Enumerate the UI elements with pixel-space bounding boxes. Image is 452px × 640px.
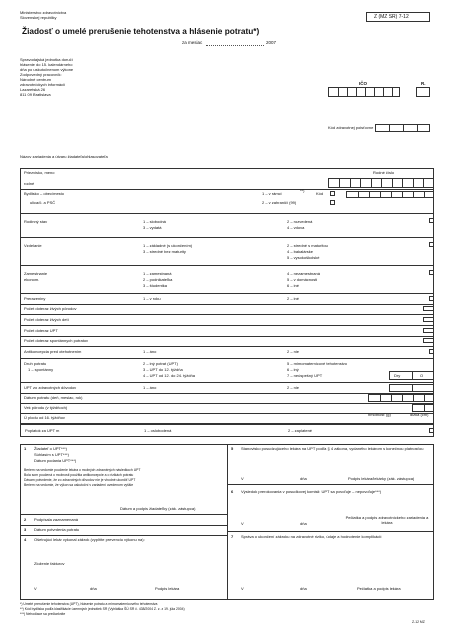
- s1-text: Beriem na vedomie poučenie lekára o možných zdravotných následkoch UPT: [24, 468, 141, 472]
- dry-label: Dry: [394, 373, 401, 378]
- footnote: *) Umelé prerušenie tehotenstva (UPT), hlásenie potratu a mimomaternicového tehotenstva: [20, 602, 158, 606]
- employment-option: 2 – podnikateľka: [143, 277, 173, 282]
- upt-date-label: Dátum potratu (deň, mesiac, rok): [24, 395, 83, 400]
- s5-v: V: [241, 476, 244, 481]
- footnote: **) Kód bydliska podľa klasifikácie územných jednotiek SR (Vyhláška ŠÚ SR č. 438/2004 Z. z. z 19. júla 2004): [20, 607, 185, 611]
- prev-upt-field[interactable]: [423, 328, 434, 333]
- prev-spont-field[interactable]: [423, 338, 434, 343]
- footmark: **): [300, 188, 305, 193]
- s5-sign: Podpis lekára/lekárky (zák. zástupca): [348, 476, 415, 481]
- employment-sub-label: ekonom.: [24, 277, 40, 282]
- pregnancy-option: 1 – v roku: [143, 296, 161, 301]
- fee-row: [20, 424, 434, 437]
- kind-option: 3 – UPT do 12. týždňa: [143, 367, 183, 372]
- marital-option: 1 – slobodná: [143, 219, 166, 224]
- s4-dna: dňa: [90, 586, 97, 591]
- s2-label: Podpísala zaznamenaná: [34, 517, 79, 522]
- kod-label-row: Kód: [316, 191, 324, 196]
- contraception-label: Antikoncepcia pred otehotnením: [24, 349, 82, 354]
- education-label: Vzdelanie: [24, 243, 42, 248]
- weight-label: Ú plodu od 16. týždňov: [24, 415, 65, 420]
- residence-checkbox-1[interactable]: [330, 191, 335, 196]
- marital-option: 3 – vydatá: [143, 225, 162, 230]
- footnote: ***) Nehodiace sa prečiarknite: [20, 612, 66, 616]
- education-option: 4 – bakalárske: [287, 249, 314, 254]
- s6-number: 6: [231, 489, 234, 494]
- prev-children-label: Počet doteraz živých detí: [24, 317, 69, 322]
- education-option: 3 – stredné bez maturity: [143, 249, 186, 254]
- education-option: 1 – základné (s ukončením): [143, 243, 193, 248]
- birth-number-label: Rodné číslo: [373, 170, 395, 175]
- instruction-line: Zodpovedný pracovník:: [20, 72, 62, 77]
- pregnancy-label: Prerazeniny: [24, 296, 46, 301]
- employment-label: Zamestnanie: [24, 271, 48, 276]
- prev-children-field[interactable]: [423, 317, 434, 322]
- kod-label: Kód zdravotnej poisťovne: [328, 125, 374, 130]
- marital-option: 4 – vdova: [287, 225, 305, 230]
- residence-checkbox-2[interactable]: [330, 200, 335, 205]
- fee-option: 1 – oslobodená: [144, 428, 172, 433]
- s1-text: Beriem na vedomie, že výkon sa uskutoční v zariadení uvedenom vyššie: [24, 483, 134, 487]
- s3-label: Dátum potvrdenia potratu: [34, 527, 80, 532]
- residence-label: Bydlisko – obec/mesto: [24, 191, 65, 196]
- year: 2007: [266, 40, 277, 45]
- r-field[interactable]: [416, 81, 430, 97]
- employment-option: 6 – iné: [287, 283, 300, 288]
- prev-births-label: Počet doteraz živých pôrodov: [24, 306, 77, 311]
- kind-option: 2 – iný potrat (UPT): [143, 361, 178, 366]
- employment-option: 5 – v domácnosti: [287, 277, 318, 282]
- instruction-line: Lazaretská 26: [20, 87, 46, 92]
- upt-health-option: 1 – áno: [143, 385, 157, 390]
- page-code: Z-12 MZ: [412, 620, 425, 624]
- ico-field[interactable]: [328, 81, 400, 97]
- s6-v: V: [241, 521, 244, 526]
- marital-label: Rodinný stav: [24, 219, 48, 224]
- s6-label: Výsledok prerokovania v posudkovej komisii: UPT sa povoľuje – nepovoľuje***): [241, 489, 382, 494]
- s4-sub-label: Zloženie fakturov: [34, 561, 65, 566]
- instruction-line: dňa po uskutočnenom výkone: [20, 67, 74, 72]
- age-label: Vek pôrodu (v týždňoch): [24, 405, 68, 410]
- s5-label: Stanovisko posudzujúceho lekára na UPT podľa § 4 zákona, vydaného lekárom s konečnou platnosťou: [241, 446, 424, 451]
- instruction-line: 811 09 Bratislava: [20, 92, 51, 97]
- residence-street-label: ulica/č. a PSČ: [30, 200, 56, 205]
- instruction-line: Spravodajská jednotka doručí: [20, 57, 73, 62]
- pregnancy-option: 2 – iné: [287, 296, 300, 301]
- pregnancy-checkbox[interactable]: [429, 296, 434, 301]
- upt-health-label: UPT zo zdravotných dôvodov: [24, 385, 77, 390]
- s5-dna: dňa: [300, 476, 307, 481]
- page-title: Žiadosť o umelé prerušenie tehotenstva a hlásenie potratu*): [22, 26, 260, 36]
- instruction-line: Národné centrum: [20, 77, 51, 82]
- kind-option: 5 – mimomaternicové tehotenstvo: [287, 361, 348, 366]
- upt-health-field[interactable]: [389, 384, 434, 392]
- employment-option: 4 – nezamestnaná: [287, 271, 320, 276]
- s7-v: V: [241, 586, 244, 591]
- kind-option: 6 – iný: [287, 367, 299, 372]
- s7-sign: Pečiatka a podpis lekára: [357, 586, 401, 591]
- s7-dna: dňa: [300, 586, 307, 591]
- kind-label: Druh potratu: [24, 361, 47, 366]
- s1-text: Dávam potvrdenie, že zo zdravotných dôvodov nie je vhodné ukončiť UPT: [24, 478, 136, 482]
- s1-number: 1: [24, 446, 27, 451]
- contraception-checkbox[interactable]: [429, 349, 434, 354]
- education-option: 2 – stredné s maturitou: [287, 243, 328, 248]
- birth-number-field[interactable]: [328, 178, 434, 188]
- o-label: O: [420, 373, 424, 378]
- s6-dna: dňa: [300, 521, 307, 526]
- fee-checkbox[interactable]: [429, 428, 434, 433]
- period-label: za mesiac: [182, 40, 203, 45]
- form-code-box: [366, 12, 430, 22]
- r-label: R.: [421, 81, 426, 86]
- fee-label: Poplatok za UPT m: [25, 428, 60, 433]
- ministry-line2: Slovenskej republiky: [20, 15, 57, 20]
- s5-number: 5: [231, 446, 234, 451]
- s2-number: 2: [24, 517, 27, 522]
- maiden-label: rodné: [24, 181, 35, 186]
- ico-label: IČO: [359, 81, 368, 86]
- education-checkbox[interactable]: [429, 242, 434, 247]
- residence-option-sr: 1 – v rámci: [262, 191, 282, 196]
- instruction-line: zdravotníckych informácií: [20, 82, 66, 87]
- kind-sub-label: 1 – spontánny: [28, 367, 54, 372]
- prev-upt-label: Počet doteraz UPT: [24, 328, 58, 333]
- s1-signature-label: Dátum a podpis žiadateľky (zák. zástupca): [120, 506, 196, 511]
- ministry-line1: Ministerstvo zdravotníctva: [20, 10, 67, 15]
- kind-option: 4 – UPT od 12. do 24. týždňa: [143, 373, 195, 378]
- upt-health-option: 2 – nie: [287, 385, 300, 390]
- s4-number: 4: [24, 537, 27, 542]
- marital-checkbox[interactable]: [429, 218, 434, 223]
- employment-option: 3 – študentka: [143, 283, 168, 288]
- prev-spont-label: Počet doteraz spontánnych potratov: [24, 338, 89, 343]
- contraception-option: 2 – nie: [287, 349, 300, 354]
- contraception-option: 1 – áno: [143, 349, 157, 354]
- facility-label: Názov zariadenia a útvaru žiadateľa/ohlasovateľa: [20, 154, 108, 159]
- education-option: 5 – vysokoškolské: [287, 255, 320, 260]
- surname-label: Priezvisko, meno: [24, 170, 55, 175]
- s1-title: Žiadateľ o UPT***): [34, 446, 67, 451]
- form-code: Z (MZ SR) 7-12: [374, 14, 409, 20]
- s4-v: V: [34, 586, 37, 591]
- employment-option: 1 – zamestnaná: [143, 271, 172, 276]
- upt-date-field[interactable]: [368, 394, 434, 402]
- residence-code-field[interactable]: [346, 191, 434, 198]
- s1-item: Súhlasím s UPT***): [34, 452, 69, 457]
- s6-sign: Pečiatka a podpis zdravotníckeho zariadenia a lekára: [345, 515, 429, 525]
- instruction-line: hlásenie do 15. kalendárneho: [20, 62, 73, 67]
- s4-sign: Podpis lekára: [155, 586, 180, 591]
- s3-number: 3: [24, 527, 27, 532]
- period-line: [206, 45, 264, 46]
- age-field[interactable]: [412, 404, 434, 412]
- s4-label: Ošetrujúci lekár vykonal zákrok (vyplňte prevenciu výkonu na):: [34, 537, 145, 542]
- prev-births-field[interactable]: [423, 306, 434, 311]
- kind-code-field[interactable]: [389, 371, 434, 380]
- length-label: dĺžka (cm): [410, 412, 429, 417]
- weight-grams-label: hmotnosť (g): [368, 412, 391, 417]
- residence-option-abroad: 2 – v zahraničí (99): [262, 200, 297, 205]
- kind-option: 7 – neúspešný UPT: [287, 373, 323, 378]
- employment-checkbox[interactable]: [429, 270, 434, 275]
- s1-text: Bola som poučená o možnosti použitia antikoncepcie a o rizikách potratu: [24, 473, 134, 477]
- s7-number: 7: [231, 534, 234, 539]
- s7-label: Správa o ukončení zákroku na zdravotné riziko, údaje a hodnotenie komplikácií:: [241, 534, 383, 539]
- marital-option: 2 – rozvedená: [287, 219, 313, 224]
- kod-field[interactable]: [375, 124, 430, 132]
- fee-option: 2 – zaplatené: [288, 428, 313, 433]
- s1-item: Dátum podania UPT***): [34, 458, 77, 463]
- main-table: [20, 168, 434, 424]
